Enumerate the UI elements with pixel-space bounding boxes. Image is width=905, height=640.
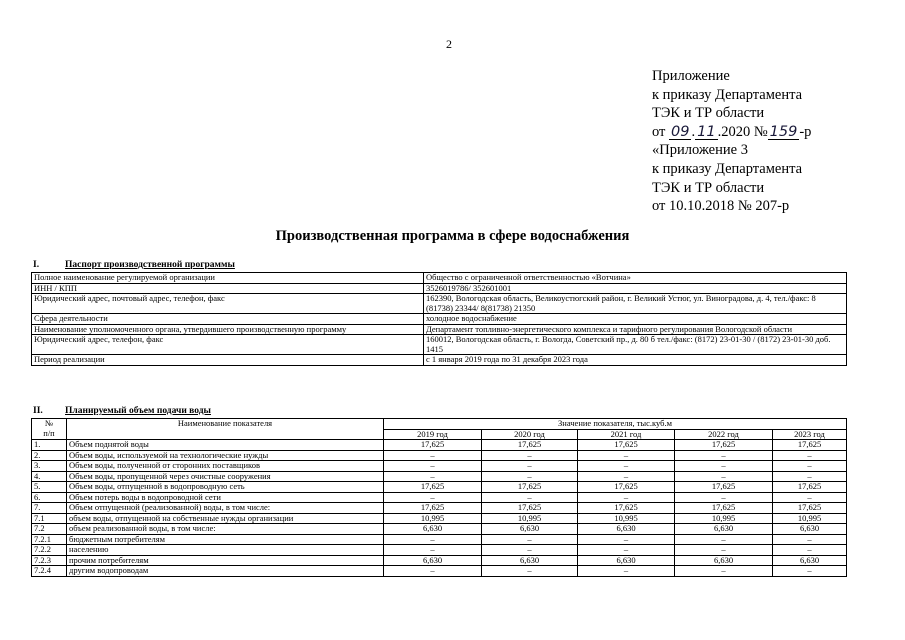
value-cell: 6,630 <box>578 555 675 566</box>
indicator-name-cell: объем воды, отпущенной на собственные нужды организации <box>67 513 384 524</box>
table-row <box>32 513 847 524</box>
value-cell: 17,625 <box>675 503 773 514</box>
value-cell: 17,625 <box>482 503 578 514</box>
table-row <box>32 555 847 566</box>
handwritten-order-number: 159 <box>769 123 798 140</box>
appendix-line: к приказу Департамента <box>652 160 803 177</box>
value-cell: – <box>675 492 773 503</box>
table-row <box>32 324 847 335</box>
passport-label-cell: Полное наименование регулируемой организации <box>32 273 424 284</box>
appendix-date-line <box>652 123 811 142</box>
row-number-cell: 1. <box>32 440 67 451</box>
header-num-top: № <box>44 418 54 428</box>
value-cell: – <box>773 534 847 545</box>
value-cell: – <box>578 492 675 503</box>
header-year-cell: 2023 год <box>773 429 847 440</box>
table-row <box>32 545 847 556</box>
table-row <box>32 482 847 493</box>
table-row <box>32 314 847 325</box>
appendix-line: Приложение <box>652 68 730 84</box>
value-cell: – <box>773 566 847 577</box>
value-cell: 17,625 <box>384 482 482 493</box>
indicator-name-cell: Объем воды, отпущенной в водопроводную сеть <box>67 482 384 493</box>
value-cell: – <box>482 566 578 577</box>
header-year-cell: 2021 год <box>578 429 675 440</box>
table-row <box>32 355 847 366</box>
value-cell: 17,625 <box>578 482 675 493</box>
row-number-cell: 7. <box>32 503 67 514</box>
table-row <box>32 471 847 482</box>
value-cell: – <box>482 471 578 482</box>
value-cell: 17,625 <box>482 440 578 451</box>
order-suffix: -р <box>799 123 812 140</box>
value-cell: 6,630 <box>384 555 482 566</box>
table-row <box>32 524 847 535</box>
table-row <box>32 492 847 503</box>
appendix-line: от 10.10.2018 № 207-р <box>652 198 790 215</box>
page-number: 2 <box>446 37 452 51</box>
value-cell: – <box>773 545 847 556</box>
passport-value-cell: Департамент топливно-энергетического комплекса и тарифного регулирования Вологодской области <box>424 324 847 335</box>
table-row <box>32 566 847 577</box>
value-cell: – <box>384 461 482 472</box>
value-cell: – <box>773 492 847 503</box>
row-number-cell: 7.2.2 <box>32 545 67 556</box>
value-cell: – <box>482 534 578 545</box>
value-cell: – <box>384 534 482 545</box>
value-cell: 10,995 <box>773 513 847 524</box>
value-cell: 17,625 <box>384 503 482 514</box>
value-cell: – <box>773 450 847 461</box>
section-number: I. <box>33 260 40 270</box>
value-cell: 6,630 <box>675 524 773 535</box>
value-cell: – <box>482 450 578 461</box>
row-number-cell: 7.2 <box>32 524 67 535</box>
passport-value-cell: 160012, Вологодская область, г. Вологда, Советский пр., д. 80 б тел./факс: (8172) 23-01-30 / (8172) 23-01-30 доб. 1415 <box>424 335 847 355</box>
indicator-name-cell: Объем поднятой воды <box>67 440 384 451</box>
value-cell: – <box>384 545 482 556</box>
value-cell: – <box>773 471 847 482</box>
value-cell: – <box>482 545 578 556</box>
appendix-line: ТЭК и ТР области <box>652 105 765 122</box>
value-cell: 6,630 <box>773 555 847 566</box>
value-cell: 17,625 <box>773 503 847 514</box>
appendix-header <box>652 67 811 216</box>
value-cell: – <box>675 545 773 556</box>
value-cell: 6,630 <box>482 524 578 535</box>
indicator-name-cell: Объем отпущенной (реализованной) воды, в том числе: <box>67 503 384 514</box>
value-cell: – <box>578 450 675 461</box>
indicator-name-cell: Объем воды, используемой на технологические нужды <box>67 450 384 461</box>
value-cell: – <box>675 534 773 545</box>
row-number-cell: 7.2.4 <box>32 566 67 577</box>
value-cell: 17,625 <box>675 440 773 451</box>
row-number-cell: 3. <box>32 461 67 472</box>
value-cell: 17,625 <box>578 503 675 514</box>
value-cell: – <box>675 566 773 577</box>
table-header-row <box>32 419 847 430</box>
value-cell: 10,995 <box>384 513 482 524</box>
appendix-line: к приказу Департамента <box>652 86 803 103</box>
passport-label-cell: Сфера деятельности <box>32 314 424 325</box>
table-row <box>32 335 847 355</box>
passport-value-cell: 162390, Вологодская область, Великоустюгский район, г. Великий Устюг, ул. Виноградова, д. 4, тел./факс: 8 (81738) 23344/ 8(81738) 21350 <box>424 294 847 314</box>
table-row <box>32 450 847 461</box>
value-cell: – <box>482 492 578 503</box>
value-cell: 17,625 <box>773 440 847 451</box>
passport-value-cell: 3526019786/ 352601001 <box>424 283 847 294</box>
table-row <box>32 503 847 514</box>
table-row <box>32 440 847 451</box>
indicator-name-cell: другим водопроводам <box>67 566 384 577</box>
passport-value-cell: холодное водоснабжение <box>424 314 847 325</box>
date-year: .2020 № <box>717 123 768 140</box>
section-2-heading <box>33 406 211 416</box>
row-number-cell: 2. <box>32 450 67 461</box>
appendix-line: ТЭК и ТР области <box>652 179 765 196</box>
passport-label-cell: Наименование уполномоченного органа, утвердившего производственную программу <box>32 324 424 335</box>
value-cell: 17,625 <box>773 482 847 493</box>
value-cell: – <box>384 566 482 577</box>
indicator-name-cell: населению <box>67 545 384 556</box>
table-row <box>32 273 847 284</box>
row-number-cell: 7.2.1 <box>32 534 67 545</box>
value-cell: 17,625 <box>384 440 482 451</box>
section-title: Планируемый объем подачи воды <box>65 406 211 416</box>
value-cell: 17,625 <box>578 440 675 451</box>
passport-label-cell: Юридический адрес, телефон, факс <box>32 335 424 355</box>
value-cell: 6,630 <box>482 555 578 566</box>
row-number-cell: 7.1 <box>32 513 67 524</box>
header-name-cell: Наименование показателя <box>67 419 384 440</box>
value-cell: 10,995 <box>482 513 578 524</box>
value-cell: – <box>578 471 675 482</box>
value-cell: – <box>384 450 482 461</box>
value-cell: – <box>482 461 578 472</box>
value-cell: – <box>384 492 482 503</box>
section-number: II. <box>33 406 43 416</box>
value-cell: – <box>578 545 675 556</box>
document-title: Производственная программа в сфере водоснабжения <box>275 228 630 244</box>
header-value-cell: Значение показателя, тыс.куб.м <box>384 419 847 430</box>
value-cell: 6,630 <box>578 524 675 535</box>
indicator-name-cell: Объем воды, пропущенной через очистные сооружения <box>67 471 384 482</box>
value-cell: – <box>578 534 675 545</box>
value-cell: 6,630 <box>773 524 847 535</box>
section-1-heading <box>33 260 235 270</box>
row-number-cell: 5. <box>32 482 67 493</box>
row-number-cell: 7.2.3 <box>32 555 67 566</box>
handwritten-month: 11 <box>697 123 716 140</box>
date-prefix: от <box>652 123 666 140</box>
passport-label-cell: ИНН / КПП <box>32 283 424 294</box>
value-cell: – <box>578 566 675 577</box>
header-num-cell <box>32 419 67 440</box>
indicator-name-cell: Объем воды, полученной от сторонних поставщиков <box>67 461 384 472</box>
value-cell: – <box>773 461 847 472</box>
value-cell: 6,630 <box>384 524 482 535</box>
indicator-name-cell: объем реализованной воды, в том числе: <box>67 524 384 535</box>
table-row <box>32 461 847 472</box>
header-num-bottom: п/п <box>43 427 55 438</box>
header-year-cell: 2020 год <box>482 429 578 440</box>
value-cell: – <box>675 461 773 472</box>
appendix-line: «Приложение 3 <box>652 142 748 159</box>
value-cell: – <box>384 471 482 482</box>
header-year-cell: 2022 год <box>675 429 773 440</box>
passport-value-cell: Общество с ограниченной ответственностью «Вотчина» <box>424 273 847 284</box>
table-row <box>32 294 847 314</box>
handwritten-day: 09 <box>671 123 690 140</box>
date-sep: . <box>691 123 696 140</box>
value-cell: 17,625 <box>675 482 773 493</box>
indicator-name-cell: Объем потерь воды в водопроводной сети <box>67 492 384 503</box>
value-cell: – <box>675 450 773 461</box>
section-title: Паспорт производственной программы <box>65 260 235 270</box>
row-number-cell: 6. <box>32 492 67 503</box>
value-cell: 10,995 <box>675 513 773 524</box>
passport-label-cell: Период реализации <box>32 355 424 366</box>
passport-table <box>31 272 847 366</box>
value-cell: 10,995 <box>578 513 675 524</box>
table-row <box>32 283 847 294</box>
value-cell: – <box>675 471 773 482</box>
header-year-cell: 2019 год <box>384 429 482 440</box>
passport-value-cell: с 1 января 2019 года по 31 декабря 2023 года <box>424 355 847 366</box>
table-row <box>32 534 847 545</box>
indicator-name-cell: прочим потребителям <box>67 555 384 566</box>
value-cell: – <box>578 461 675 472</box>
row-number-cell: 4. <box>32 471 67 482</box>
water-volume-table <box>31 418 847 577</box>
value-cell: 17,625 <box>482 482 578 493</box>
value-cell: 6,630 <box>675 555 773 566</box>
indicator-name-cell: бюджетным потребителям <box>67 534 384 545</box>
passport-label-cell: Юридический адрес, почтовый адрес, телефон, факс <box>32 294 424 314</box>
